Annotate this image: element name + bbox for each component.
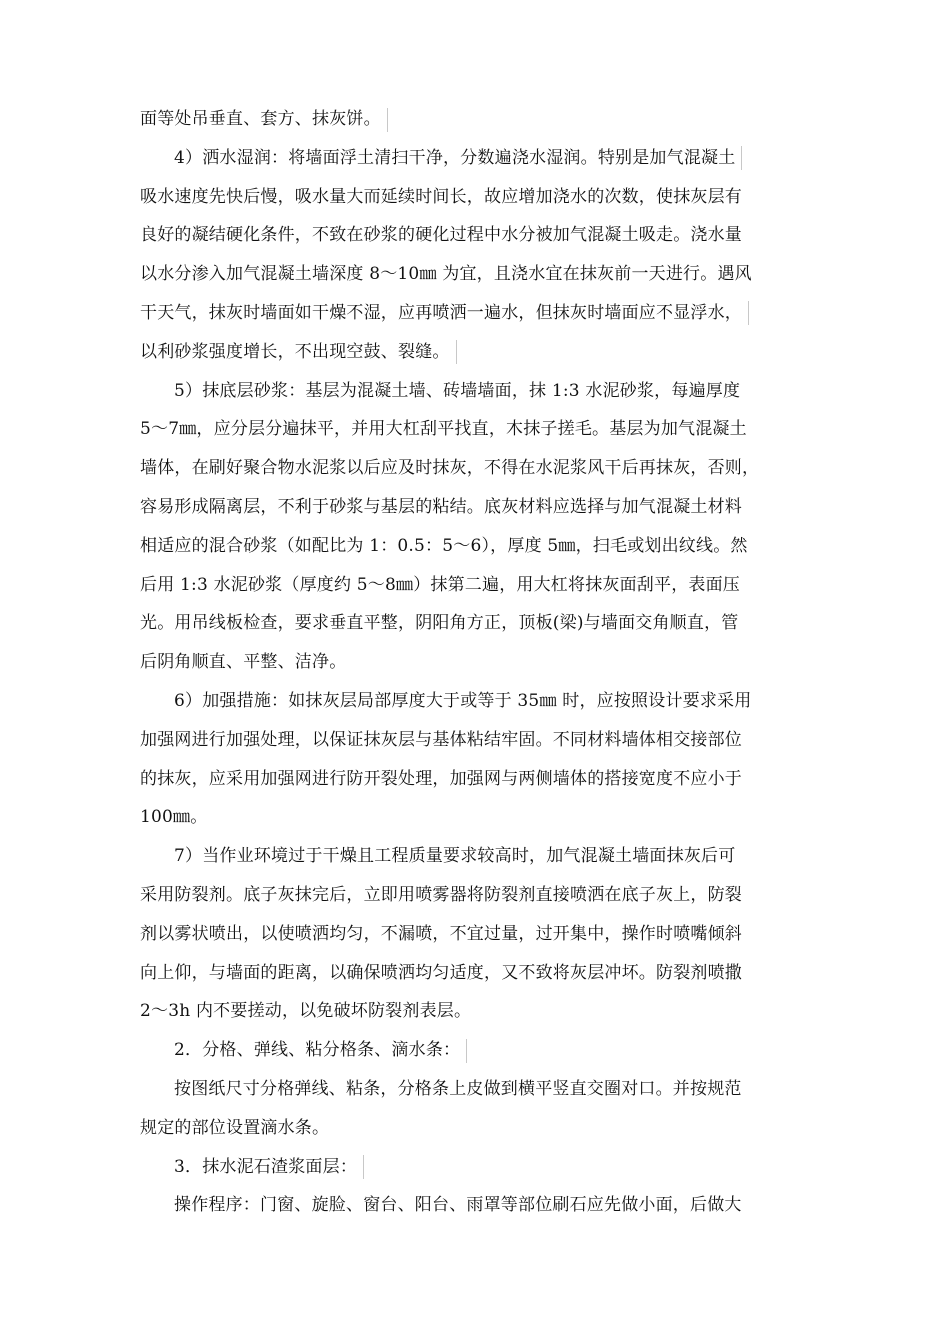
text-line (140, 954, 812, 993)
text-cursor-mark (748, 301, 749, 325)
text-line (140, 410, 812, 449)
text-cursor-mark (456, 340, 457, 364)
text-line (140, 333, 812, 372)
text-line (140, 798, 812, 837)
line-text: 后阴角顺直、平整、洁净。 (140, 652, 347, 673)
line-text: 操作程序：门窗、旋脸、窗台、阳台、雨罩等部位刷石应先做小面，后做大 (174, 1195, 742, 1216)
line-text: 2．分格、弹线、粘分格条、滴水条： (174, 1040, 461, 1061)
line-text: 墙体，在刷好聚合物水泥浆以后应及时抹灰，不得在水泥浆风干后再抹灰，否则， (140, 458, 760, 479)
text-line (140, 760, 812, 799)
line-text: 后用 1:3 水泥砂浆（厚度约 5～8㎜）抹第二遍，用大杠将抹灰面刮平，表面压 (140, 574, 741, 595)
text-line (140, 604, 812, 643)
line-text: 容易形成隔离层，不利于砂浆与基层的粘结。底灰材料应选择与加气混凝土材料 (140, 496, 742, 517)
line-text: 按图纸尺寸分格弹线、粘条，分格条上皮做到横平竖直交圈对口。并按规范 (174, 1078, 742, 1099)
text-line (140, 1070, 812, 1109)
line-text: 4）洒水湿润：将墙面浮土清扫干净，分数遍浇水湿润。特别是加气混凝土 (174, 147, 736, 168)
line-text: 面等处吊垂直、套方、抹灰饼。 (140, 109, 381, 129)
text-line (140, 372, 812, 411)
line-text: 5）抹底层砂浆：基层为混凝土墙、砖墙墙面，抹 1:3 水泥砂浆，每遍厚度 (174, 380, 741, 401)
line-text: 光。用吊线板检查，要求垂直平整，阴阳角方正，顶板(梁)与墙面交角顺直，管 (140, 613, 739, 634)
line-text: 2～3h 内不要搓动，以免破坏防裂剂表层。 (140, 1001, 472, 1022)
text-line (140, 566, 812, 605)
line-text: 的抹灰，应采用加强网进行防开裂处理，加强网与两侧墙体的搭接宽度不应小于 (140, 768, 742, 789)
line-text: 吸水速度先快后慢，吸水量大而延续时间长，故应增加浇水的次数，使抹灰层有 (140, 186, 742, 207)
text-cursor-mark (363, 1155, 364, 1179)
line-text: 干天气，抹灰时墙面如干燥不湿，应再喷洒一遍水，但抹灰时墙面应不显浮水， (140, 302, 742, 323)
text-cursor-mark (741, 146, 742, 170)
text-line (140, 1148, 812, 1187)
line-text: 向上仰，与墙面的距离，以确保喷洒均匀适度，又不致将灰层冲坏。防裂剂喷撒 (140, 962, 742, 983)
line-text: 相适应的混合砂浆（如配比为 1：0.5：5～6），厚度 5㎜，扫毛或划出纹线。然 (140, 535, 748, 556)
line-text: 以水分渗入加气混凝土墙深度 8～10㎜ 为宜，且浇水宜在抹灰前一天进行。遇风 (140, 264, 752, 285)
text-line (140, 682, 812, 721)
line-text: 100㎜。 (140, 807, 208, 828)
text-line (140, 255, 812, 294)
line-text: 加强网进行加强处理，以保证抹灰层与基体粘结牢固。不同材料墙体相交接部位 (140, 729, 742, 750)
text-line (140, 1186, 812, 1225)
text-line (140, 294, 812, 333)
text-line (140, 178, 812, 217)
text-line (140, 100, 812, 139)
text-line (140, 488, 812, 527)
line-text: 7）当作业环境过于干燥且工程质量要求较高时，加气混凝土墙面抹灰后可 (174, 846, 736, 867)
text-line (140, 216, 812, 255)
text-line (140, 837, 812, 876)
text-line (140, 139, 812, 178)
line-text: 良好的凝结硬化条件，不致在砂浆的硬化过程中水分被加气混凝土吸走。浇水量 (140, 225, 742, 246)
line-text: 以利砂浆强度增长，不出现空鼓、裂缝。 (140, 341, 450, 362)
line-text: 采用防裂剂。底子灰抹完后，立即用喷雾器将防裂剂直接喷洒在底子灰上，防裂 (140, 884, 742, 905)
text-line (140, 1109, 812, 1148)
text-line (140, 915, 812, 954)
text-line (140, 449, 812, 488)
line-text: 剂以雾状喷出，以使喷洒均匀，不漏喷，不宜过量，过开集中，操作时喷嘴倾斜 (140, 923, 742, 944)
text-cursor-mark (466, 1039, 467, 1063)
text-line (140, 1031, 812, 1070)
text-line (140, 992, 812, 1031)
text-line (140, 721, 812, 760)
text-line (140, 527, 812, 566)
line-text: 5～7㎜，应分层分遍抹平，并用大杠刮平找直，木抹子搓毛。基层为加气混凝土 (140, 419, 747, 440)
text-line (140, 876, 812, 915)
text-line (140, 643, 812, 682)
line-text: 规定的部位设置滴水条。 (140, 1117, 330, 1138)
text-cursor-mark (387, 108, 388, 132)
document-body (140, 100, 812, 1225)
line-text: 3．抹水泥石渣浆面层： (174, 1156, 358, 1177)
line-text: 6）加强措施：如抹灰层局部厚度大于或等于 35㎜ 时，应按照设计要求采用 (174, 690, 752, 711)
